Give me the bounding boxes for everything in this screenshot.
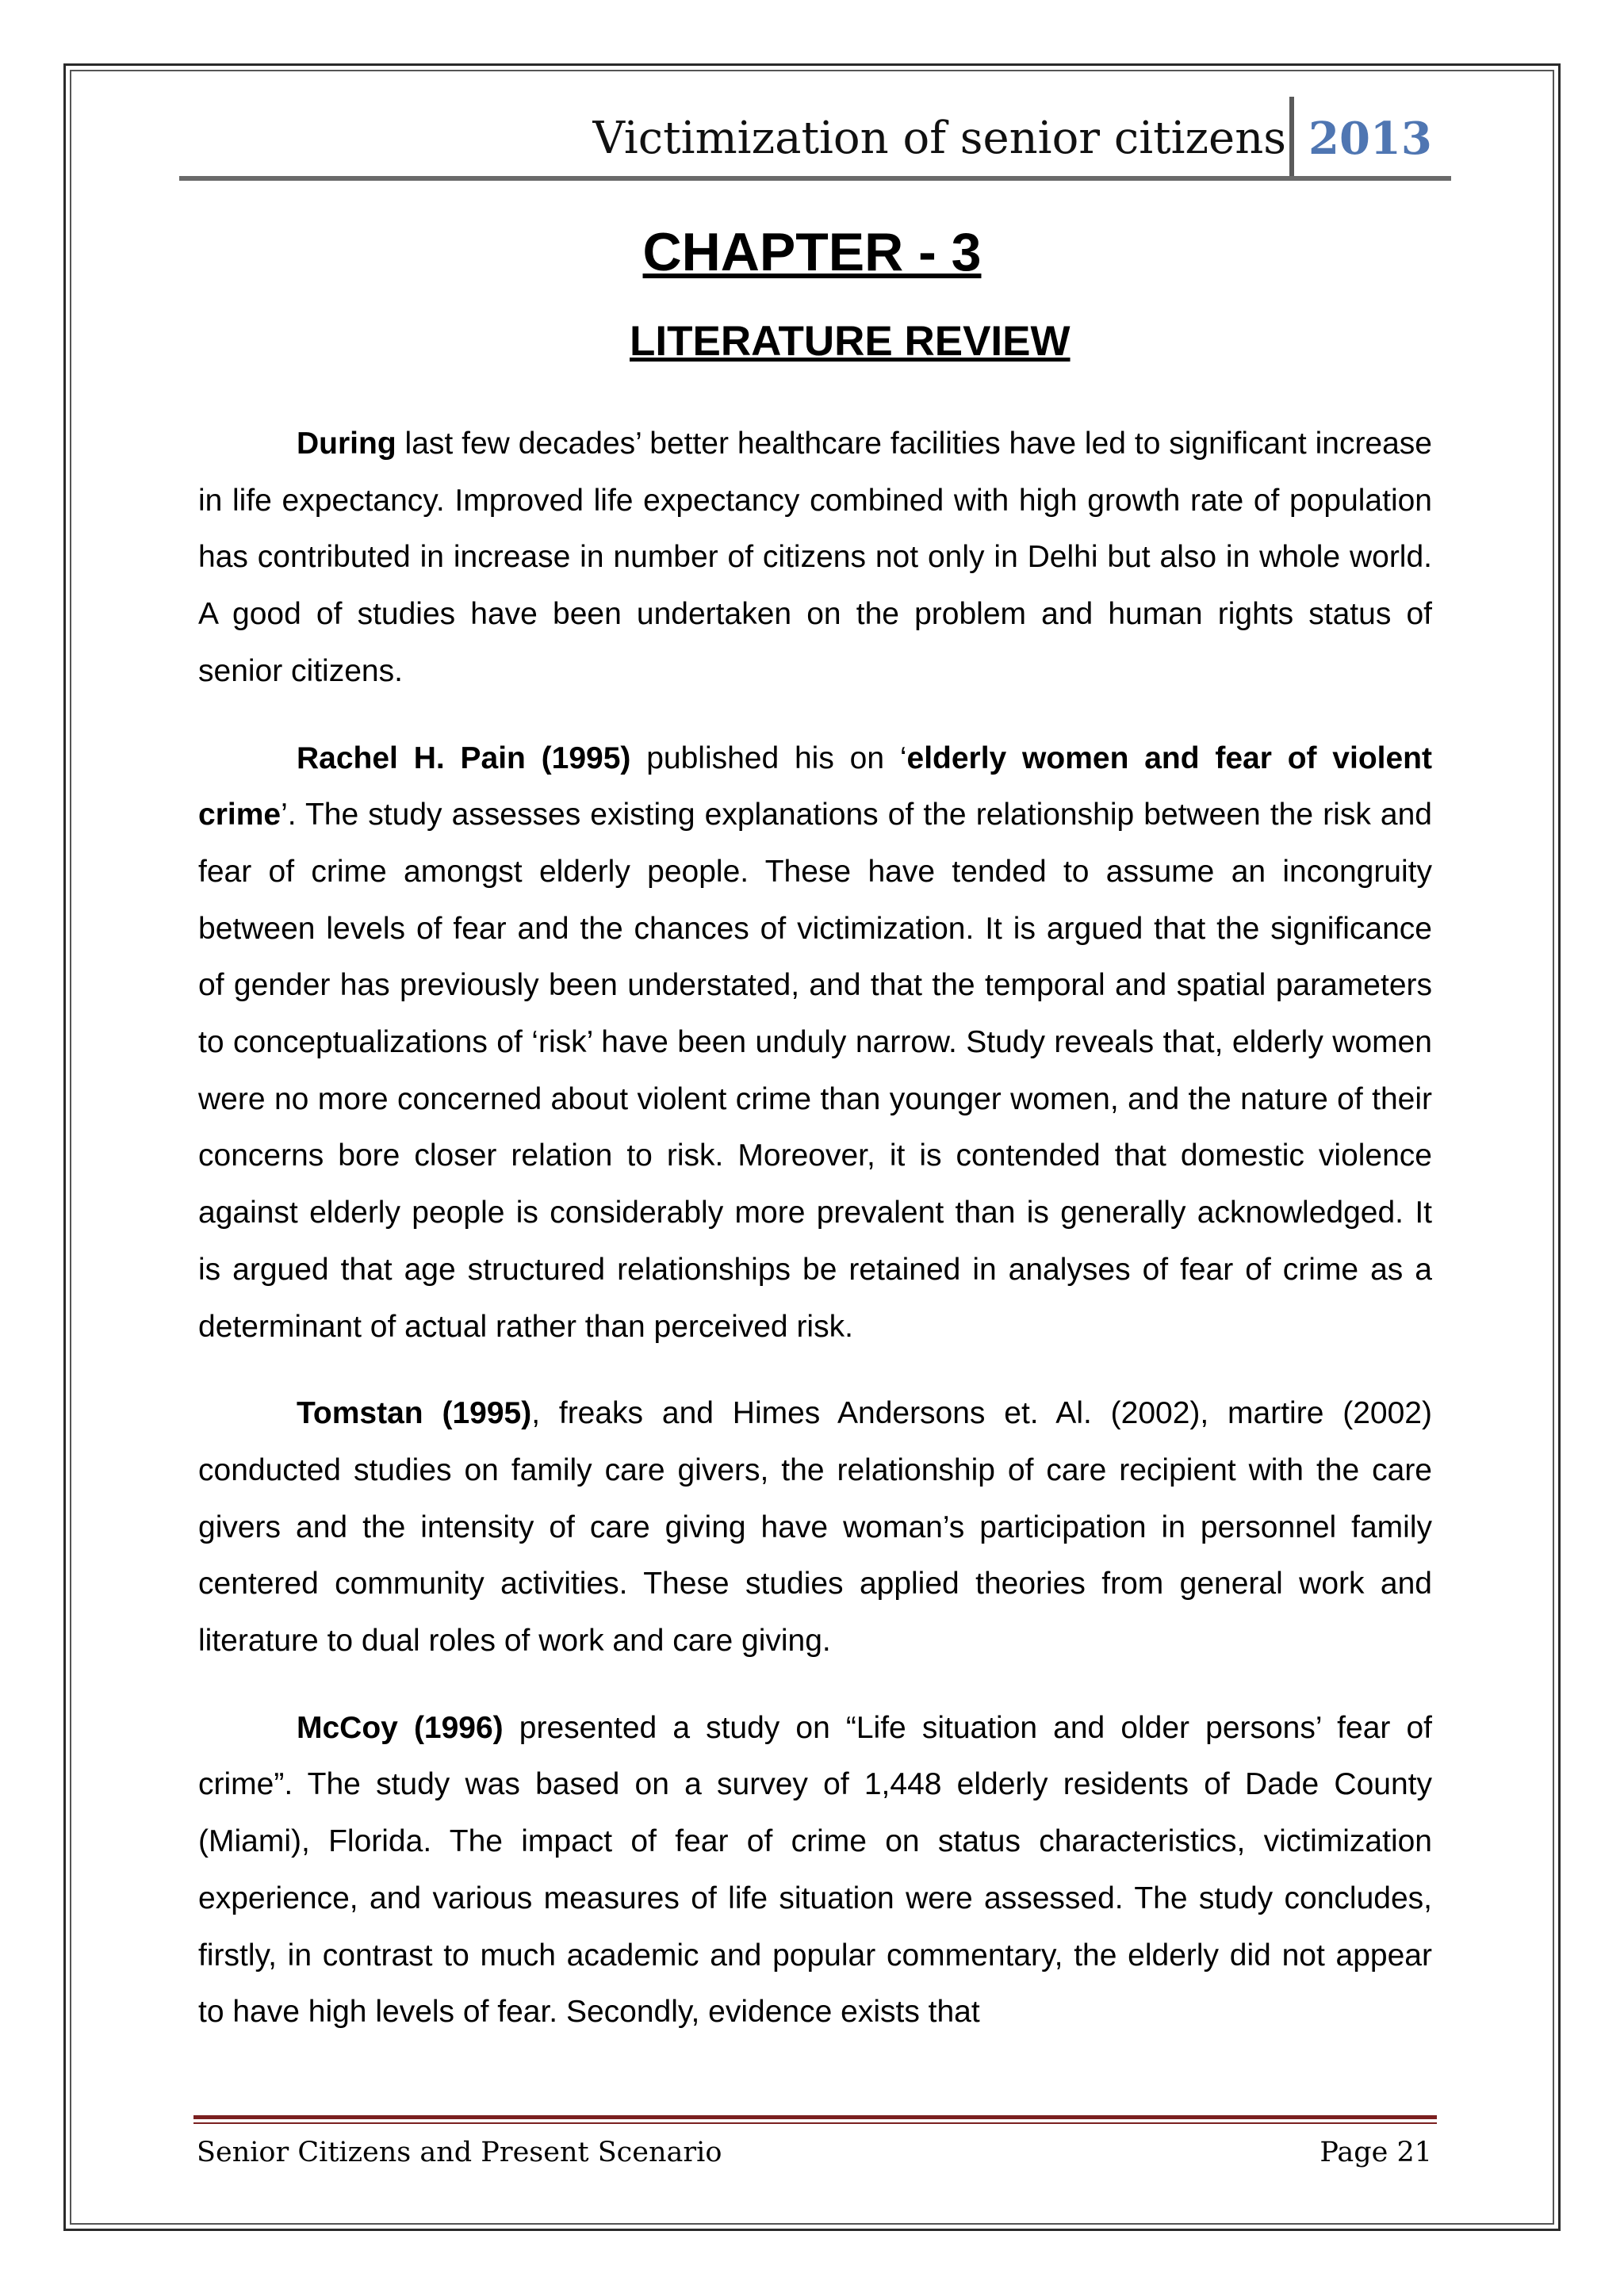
paragraph-mccoy	[198, 1700, 1432, 2041]
body-text	[198, 415, 1432, 2071]
paragraph-tomstan	[198, 1385, 1432, 1670]
paragraph-text: last few decades’ better healthcare facilities have led to significant increase in life expectancy. Improved life expectancy combined with high growth rate of population has contributed in increase in number of citizens not only in Delhi but also in whole world. A good of studies have been undertaken on the problem and human rights status of senior citizens.	[198, 427, 1432, 688]
section-heading: LITERATURE REVIEW	[630, 318, 1071, 365]
paragraph-text: ’. The study assesses existing explanations of the relationship between the risk and fear of crime amongst elderly people. These have tended to assume an incongruity between levels of fear and the chances of victimization. It is argued that the significance of gender has previously been understated, and that the temporal and spatial parameters to conceptualizations of ‘risk’ have been unduly narrow. Study reveals that, elderly women were no more concerned about violent crime than younger women, and the nature of their concerns bore closer relation to risk. Moreover, it is contended that domestic violence against elderly people is considerably more prevalent than is generally acknowledged. It is argued that age structured relationships be retained in analyses of fear of crime as a determinant of actual rather than perceived risk.	[198, 798, 1432, 1344]
header-rule	[179, 176, 1451, 181]
footer-rule-thin	[193, 2122, 1437, 2124]
paragraph-lead: Rachel H. Pain (1995)	[297, 740, 631, 775]
footer-page-number: Page 21	[1320, 2137, 1432, 2168]
paragraph-intro	[198, 415, 1432, 700]
header-divider	[1289, 97, 1294, 179]
paragraph-text: , freaks and Himes Andersons et. Al. (2002), martire (2002) conducted studies on family care givers, the relationship of care recipient with the care givers and the intensity of care giving have woman’s participation in personnel family centered community activities. These studies applied theories from general work and literature to dual roles of work and care giving.	[198, 1396, 1432, 1659]
paragraph-emphasis: elderly women and fear of violent crime	[198, 740, 1432, 832]
paragraph-text: presented a study on “Life situation and older persons’ fear of crime”. The study was based on a survey of 1,448 elderly residents of Dade County (Miami), Florida. The impact of fear of crime on status characteristics, victimization experience, and various measures of life situation were assessed. The study concludes, firstly, in contrast to much academic and popular commentary, the elderly did not appear to have high levels of fear. Secondly, evidence exists that	[198, 1710, 1432, 2030]
running-header-title: Victimization of senior citizens	[592, 113, 1286, 164]
paragraph-lead: Tomstan (1995)	[297, 1396, 532, 1431]
running-header-year: 2013	[1308, 113, 1432, 165]
paragraph-lead: McCoy (1996)	[297, 1710, 504, 1745]
footer-rule	[193, 2115, 1437, 2119]
chapter-heading: CHAPTER - 3	[642, 222, 982, 282]
paragraph-lead: During	[297, 427, 396, 461]
paragraph-pain	[198, 730, 1432, 1356]
paragraph-text: published his on ‘	[630, 740, 907, 775]
footer-book-title: Senior Citizens and Present Scenario	[197, 2137, 722, 2168]
